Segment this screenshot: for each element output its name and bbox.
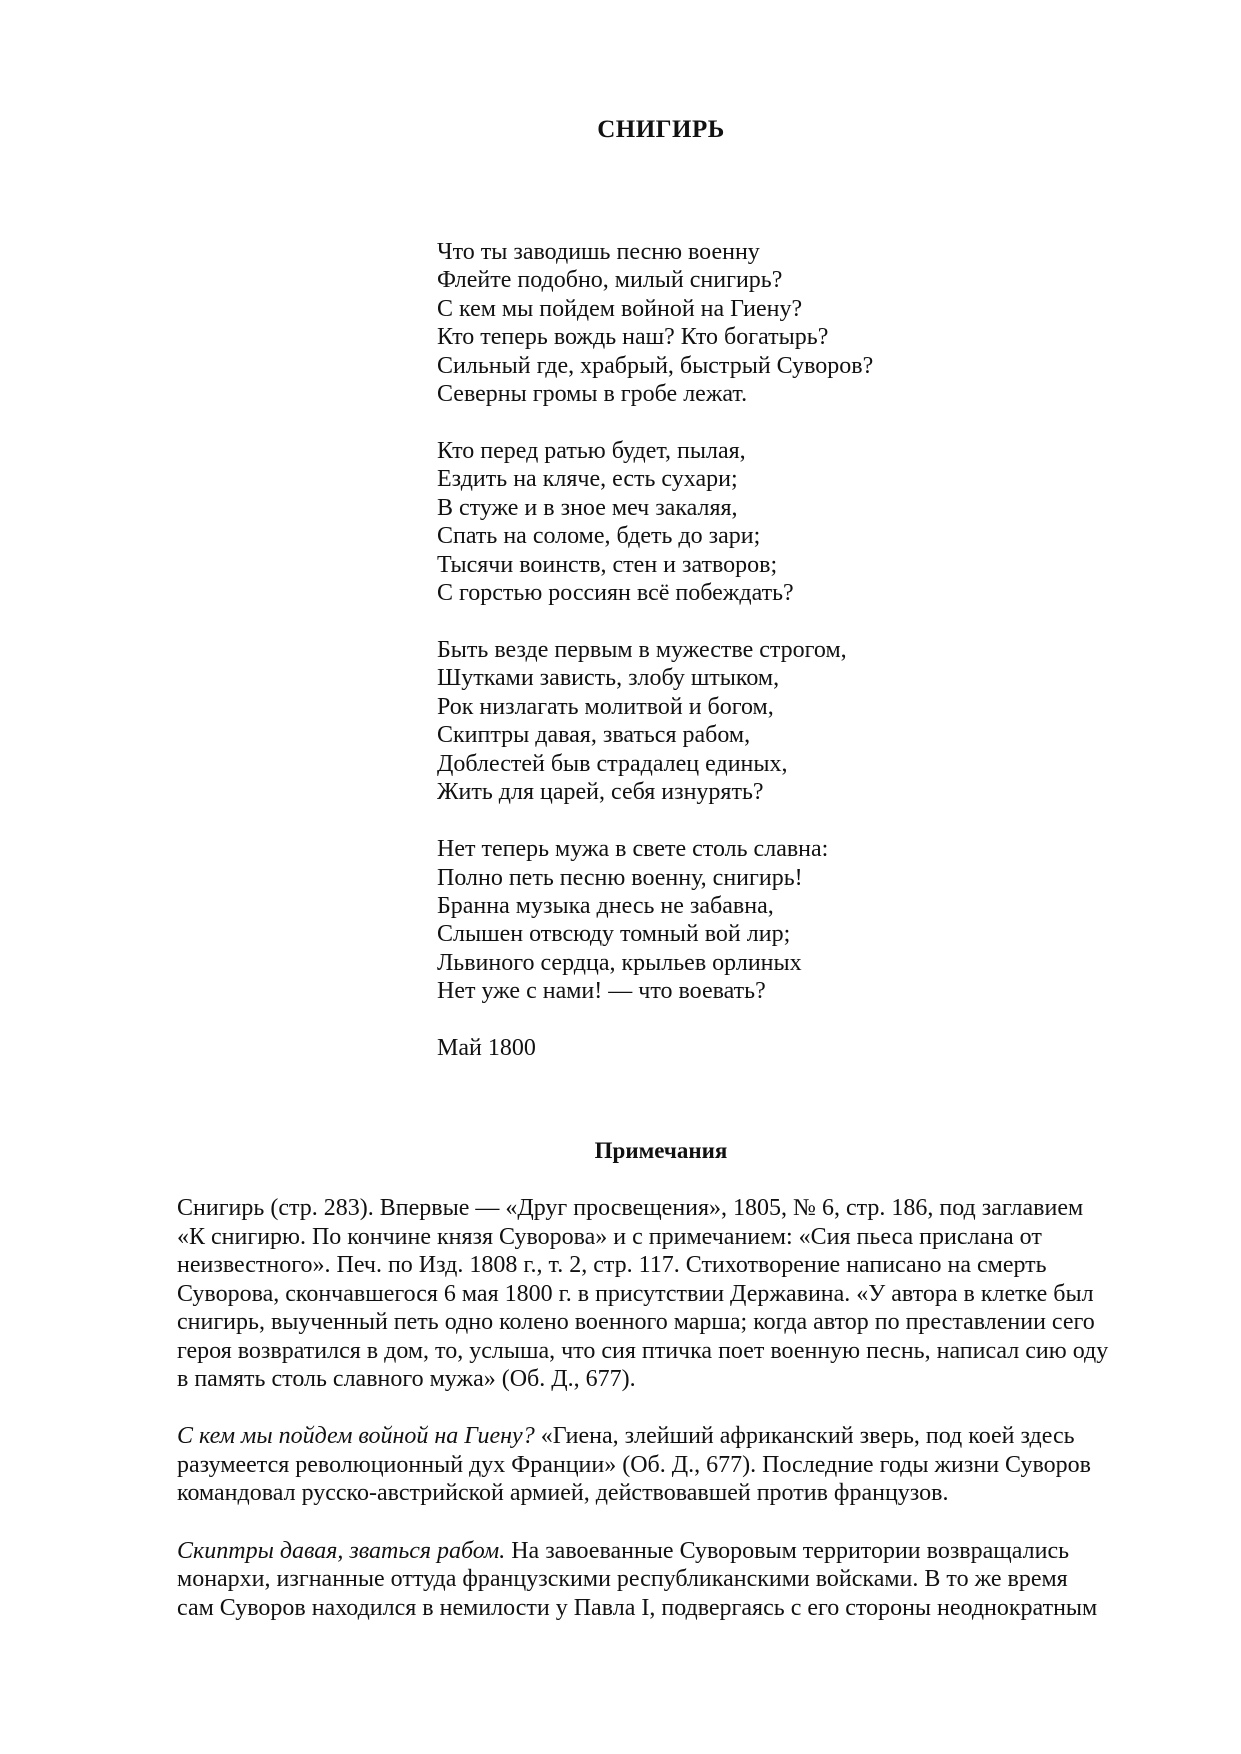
note-line: Снигирь (стр. 283). Впервые — «Друг просвещения», 1805, № 6, стр. 186, под заглавием bbox=[177, 1195, 1084, 1221]
note-paragraph bbox=[177, 1537, 1177, 1623]
note-line: снигирь, выученный петь одно колено военного марша; когда автор по преставлении сего bbox=[177, 1309, 1095, 1335]
poem-date: Май 1800 bbox=[437, 1035, 536, 1062]
poem-line: Кто перед ратью будет, пылая, bbox=[437, 438, 746, 465]
poem-line: Что ты заводишь песню военну bbox=[437, 239, 760, 265]
poem-line: Ездить на кляче, есть сухари; bbox=[437, 466, 738, 493]
note-line bbox=[177, 1422, 1177, 1451]
note-line bbox=[177, 1537, 1177, 1566]
poem-line: Скиптры давая, зваться рабом, bbox=[437, 722, 751, 749]
poem-line: Слышен отвсюду томный вой лир; bbox=[437, 921, 791, 948]
poem-line: Сильный где, храбрый, быстрый Суворов? bbox=[437, 352, 874, 379]
poem-line: Львиного сердца, крыльев орлиных bbox=[437, 949, 802, 976]
poem-line: С горстью россиян всё побеждать? bbox=[437, 580, 794, 607]
note-line: командовал русско-австрийской армией, действовавшей против французов. bbox=[177, 1480, 949, 1507]
poem-line: Быть везде первым в мужестве строгом, bbox=[437, 637, 847, 664]
notes bbox=[177, 1194, 1177, 1651]
note-quote: С кем мы пойдем войной на Гиену? bbox=[177, 1423, 535, 1450]
poem-line: Кто теперь вождь наш? Кто богатырь? bbox=[437, 324, 829, 351]
note-line: Суворова, скончавшегося 6 мая 1800 г. в присутствии Державина. «У автора в клетке был bbox=[177, 1280, 1094, 1307]
note-quote: Скиптры давая, зваться рабом. bbox=[177, 1537, 506, 1564]
poem-line: Полно петь песню военну, снигирь! bbox=[437, 864, 803, 891]
poem-line: Рок низлагать молитвой и богом, bbox=[437, 693, 774, 720]
poem-line: Нет теперь мужа в свете столь славна: bbox=[437, 836, 829, 863]
poem-line: Бранна музыка днесь не забавна, bbox=[437, 892, 774, 919]
note-line: «К снигирю. По кончине князя Суворова» и с примечанием: «Сия пьеса прислана от bbox=[177, 1223, 1042, 1250]
note-line: неизвестного». Печ. по Изд. 1808 г., т. 2, стр. 117. Стихотворение написано на смерть bbox=[177, 1252, 1047, 1278]
stanza bbox=[437, 636, 873, 806]
poem-line: Северны громы в гробе лежат. bbox=[437, 381, 748, 408]
note-line: монархи, изгнанные оттуда французскими республиканскими войсками. В то же время bbox=[177, 1566, 1068, 1593]
stanza bbox=[437, 437, 873, 607]
poem-line: Шутками зависть, злобу штыком, bbox=[437, 665, 780, 692]
poem-line: Нет уже с нами! — что воевать? bbox=[437, 978, 766, 1005]
note-line: разумеется революционный дух Франции» (Об. Д., 677). Последние годы жизни Суворов bbox=[177, 1451, 1091, 1478]
poem-line: Флейте подобно, милый снигирь? bbox=[437, 267, 783, 294]
note-line: героя возвратился в дом, то, услыша, что сия птичка поет военную песнь, написал сию оду bbox=[177, 1337, 1109, 1364]
note-line: в память столь славного мужа» (Об. Д., 677). bbox=[177, 1366, 636, 1392]
note-paragraph bbox=[177, 1422, 1177, 1508]
poem bbox=[437, 238, 873, 1063]
stanza bbox=[437, 238, 873, 408]
poem-line: Доблестей быв страдалец единых, bbox=[437, 750, 788, 777]
poem-line: Тысячи воинств, стен и затворов; bbox=[437, 551, 778, 578]
note-paragraph bbox=[177, 1194, 1177, 1394]
stanza bbox=[437, 835, 873, 1005]
poem-line: Спать на соломе, бдеть до зари; bbox=[437, 523, 761, 550]
poem-line: Жить для царей, себя изнурять? bbox=[437, 779, 764, 806]
note-line: сам Суворов находился в немилости у Павла I, подвергаясь с его стороны неоднократным bbox=[177, 1594, 1098, 1621]
note-text: На завоеванные Суворовым территории возвращались bbox=[505, 1537, 1070, 1564]
notes-title: Примечания bbox=[594, 1138, 728, 1163]
poem-line: В стуже и в зное меч закаляя, bbox=[437, 494, 738, 521]
note-text: «Гиена, злейший африканский зверь, под коей здесь bbox=[534, 1423, 1075, 1450]
poem-line: С кем мы пойдем войной на Гиену? bbox=[437, 295, 803, 322]
page-title: СНИГИРЬ bbox=[597, 116, 725, 143]
